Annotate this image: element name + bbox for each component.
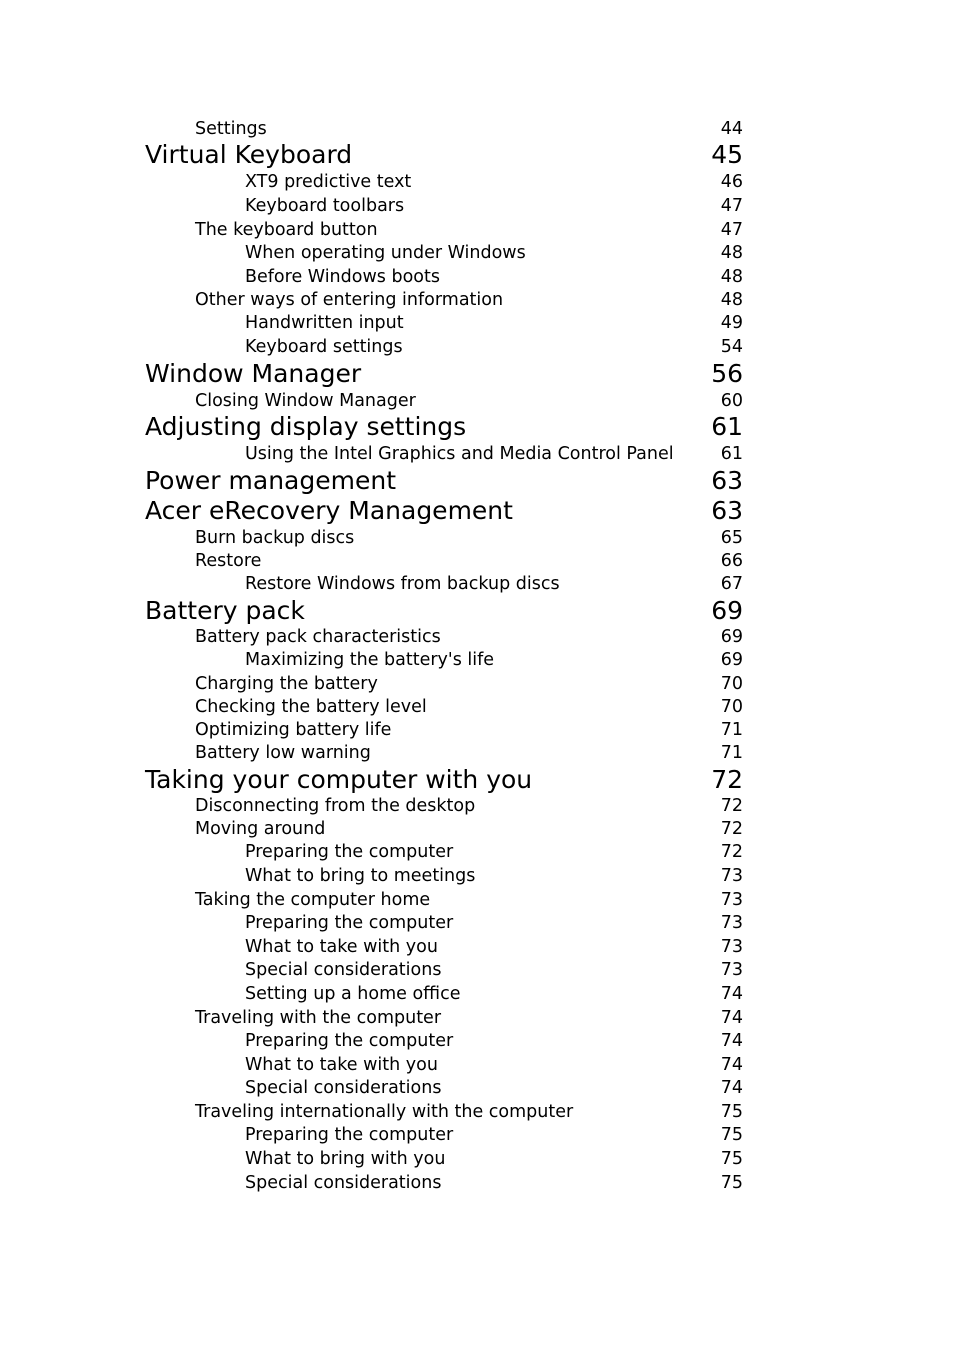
toc-chapter-title: Window Manager [145, 359, 362, 388]
toc-entry[interactable] [0, 170, 954, 194]
toc-entry-title: Battery low warning [195, 743, 371, 763]
toc-entry[interactable] [0, 1100, 954, 1124]
toc-entry-title: Preparing the computer [245, 842, 454, 862]
toc-entry-page: 74 [720, 1055, 743, 1075]
toc-entry-page: 71 [720, 720, 743, 740]
toc-entry-page: 71 [720, 743, 743, 763]
toc-entry-page: 73 [720, 913, 743, 933]
toc-entry-title: Keyboard settings [245, 337, 403, 357]
toc-entry-page: 75 [720, 1102, 743, 1122]
toc-entry-title: Keyboard toolbars [245, 196, 405, 216]
toc-chapter-title: Acer eRecovery Management [145, 496, 513, 525]
toc-entry-title: Preparing the computer [245, 1125, 454, 1145]
toc-entry-page: 48 [720, 243, 743, 263]
toc-entry-title: XT9 predictive text [245, 172, 412, 192]
toc-entry[interactable] [0, 840, 954, 864]
toc-entry-title: Traveling with the computer [195, 1008, 442, 1028]
toc-entry-page: 70 [720, 697, 743, 717]
toc-entry-page: 69 [720, 627, 743, 647]
toc-chapter-title: Virtual Keyboard [145, 140, 353, 169]
toc-entry[interactable] [0, 311, 954, 335]
toc-entry[interactable] [0, 911, 954, 935]
toc-chapter-title: Battery pack [145, 596, 305, 625]
toc-chapter-title: Adjusting display settings [145, 412, 467, 441]
toc-entry[interactable] [0, 194, 954, 218]
toc-chapter[interactable] [0, 496, 954, 526]
toc-entry-page: 49 [720, 313, 743, 333]
toc-entry[interactable] [0, 794, 954, 818]
toc-entry[interactable] [0, 672, 954, 696]
toc-entry-page: 75 [720, 1149, 743, 1169]
toc-entry[interactable] [0, 1076, 954, 1100]
toc-entry-title: Closing Window Manager [195, 391, 416, 411]
toc-entry-page: 75 [720, 1173, 743, 1193]
toc-entry-title: Restore Windows from backup discs [245, 574, 560, 594]
toc-entry-title: Traveling internationally with the computer [195, 1102, 574, 1122]
toc-entry[interactable] [0, 265, 954, 289]
toc-entry[interactable] [0, 958, 954, 982]
toc-entry-page: 54 [720, 337, 743, 357]
toc-entry-page: 65 [720, 528, 743, 548]
toc-entry-page: 73 [720, 890, 743, 910]
toc-entry-title: Before Windows boots [245, 267, 440, 287]
toc-entry-page: 72 [720, 819, 743, 839]
toc-entry-page: 70 [720, 674, 743, 694]
toc-entry[interactable] [0, 241, 954, 265]
toc-entry[interactable] [0, 389, 954, 413]
toc-entry-title: Preparing the computer [245, 913, 454, 933]
toc-chapter[interactable] [0, 140, 954, 170]
toc-entry-title: Optimizing battery life [195, 720, 392, 740]
toc-entry[interactable] [0, 1053, 954, 1077]
toc-chapter-page: 56 [711, 359, 743, 388]
toc-entry-page: 74 [720, 984, 743, 1004]
toc-entry[interactable] [0, 549, 954, 573]
toc-chapter-page: 63 [711, 466, 743, 495]
toc-entry-title: Handwritten input [245, 313, 404, 333]
toc-chapter-page: 61 [711, 412, 743, 441]
toc-entry[interactable] [0, 695, 954, 719]
toc-entry[interactable] [0, 648, 954, 672]
toc-entry-title: Setting up a home office [245, 984, 461, 1004]
toc-entry[interactable] [0, 442, 954, 466]
toc-entry-title: Charging the battery [195, 674, 378, 694]
toc-entry[interactable] [0, 1171, 954, 1195]
toc-entry[interactable] [0, 526, 954, 550]
toc-entry-page: 75 [720, 1125, 743, 1145]
toc-entry-page: 74 [720, 1078, 743, 1098]
toc-entry-page: 67 [720, 574, 743, 594]
toc-chapter[interactable] [0, 466, 954, 496]
toc-entry[interactable] [0, 572, 954, 596]
toc-entry[interactable] [0, 625, 954, 649]
toc-entry-page: 48 [720, 267, 743, 287]
toc-entry-title: Maximizing the battery's life [245, 650, 495, 670]
toc-entry-page: 61 [720, 444, 743, 464]
toc-chapter-page: 69 [711, 596, 743, 625]
toc-entry-page: 73 [720, 960, 743, 980]
toc-entry[interactable] [0, 1006, 954, 1030]
toc-entry-page: 72 [720, 842, 743, 862]
toc-entry-title: Special considerations [245, 1078, 442, 1098]
toc-entry[interactable] [0, 935, 954, 959]
toc-chapter-title: Power management [145, 466, 397, 495]
toc-entry-title: Settings [195, 119, 267, 139]
toc-entry[interactable] [0, 218, 954, 242]
toc-entry-title: Burn backup discs [195, 528, 355, 548]
toc-chapter[interactable] [0, 359, 954, 389]
toc-entry-page: 74 [720, 1008, 743, 1028]
toc-entry-page: 46 [720, 172, 743, 192]
toc-entry-page: 44 [720, 119, 743, 139]
toc-chapter[interactable] [0, 596, 954, 626]
toc-entry-page: 72 [720, 796, 743, 816]
toc-entry-title: Moving around [195, 819, 326, 839]
toc-entry-page: 47 [720, 220, 743, 240]
toc-entry-title: Using the Intel Graphics and Media Control Panel [245, 444, 674, 464]
toc-entry-page: 74 [720, 1031, 743, 1051]
toc-entry-title: Battery pack characteristics [195, 627, 441, 647]
toc-entry-title: When operating under Windows [245, 243, 526, 263]
toc-entry-title: What to take with you [245, 937, 438, 957]
toc-entry[interactable] [0, 1147, 954, 1171]
toc-entry-title: What to bring with you [245, 1149, 446, 1169]
toc-entry[interactable] [0, 117, 954, 141]
toc-entry-page: 47 [720, 196, 743, 216]
toc-chapter-page: 63 [711, 496, 743, 525]
toc-entry[interactable] [0, 335, 954, 359]
toc-entry-title: What to bring to meetings [245, 866, 476, 886]
toc-chapter[interactable] [0, 765, 954, 795]
toc-entry-title: Disconnecting from the desktop [195, 796, 476, 816]
toc-entry[interactable] [0, 817, 954, 841]
toc-entry-title: Special considerations [245, 1173, 442, 1193]
toc-entry-title: Other ways of entering information [195, 290, 504, 310]
toc-chapter[interactable] [0, 412, 954, 442]
toc-entry-page: 66 [720, 551, 743, 571]
toc-chapter-page: 45 [711, 140, 743, 169]
toc-chapter-title: Taking your computer with you [145, 765, 533, 794]
toc-entry-title: The keyboard button [195, 220, 378, 240]
toc-entry[interactable] [0, 718, 954, 742]
toc-entry-page: 73 [720, 866, 743, 886]
toc-entry-title: What to take with you [245, 1055, 438, 1075]
toc-entry-title: Restore [195, 551, 262, 571]
toc-entry-title: Taking the computer home [195, 890, 431, 910]
toc-chapter-page: 72 [711, 765, 743, 794]
toc-entry[interactable] [0, 864, 954, 888]
toc-entry[interactable] [0, 741, 954, 765]
toc-entry-page: 60 [720, 391, 743, 411]
toc-entry[interactable] [0, 982, 954, 1006]
toc-entry[interactable] [0, 888, 954, 912]
toc-entry-title: Special considerations [245, 960, 442, 980]
toc-entry-page: 69 [720, 650, 743, 670]
toc-entry[interactable] [0, 1029, 954, 1053]
toc-entry-page: 48 [720, 290, 743, 310]
toc-entry[interactable] [0, 1123, 954, 1147]
toc-entry-title: Preparing the computer [245, 1031, 454, 1051]
toc-entry-title: Checking the battery level [195, 697, 427, 717]
toc-entry[interactable] [0, 288, 954, 312]
toc-entry-page: 73 [720, 937, 743, 957]
